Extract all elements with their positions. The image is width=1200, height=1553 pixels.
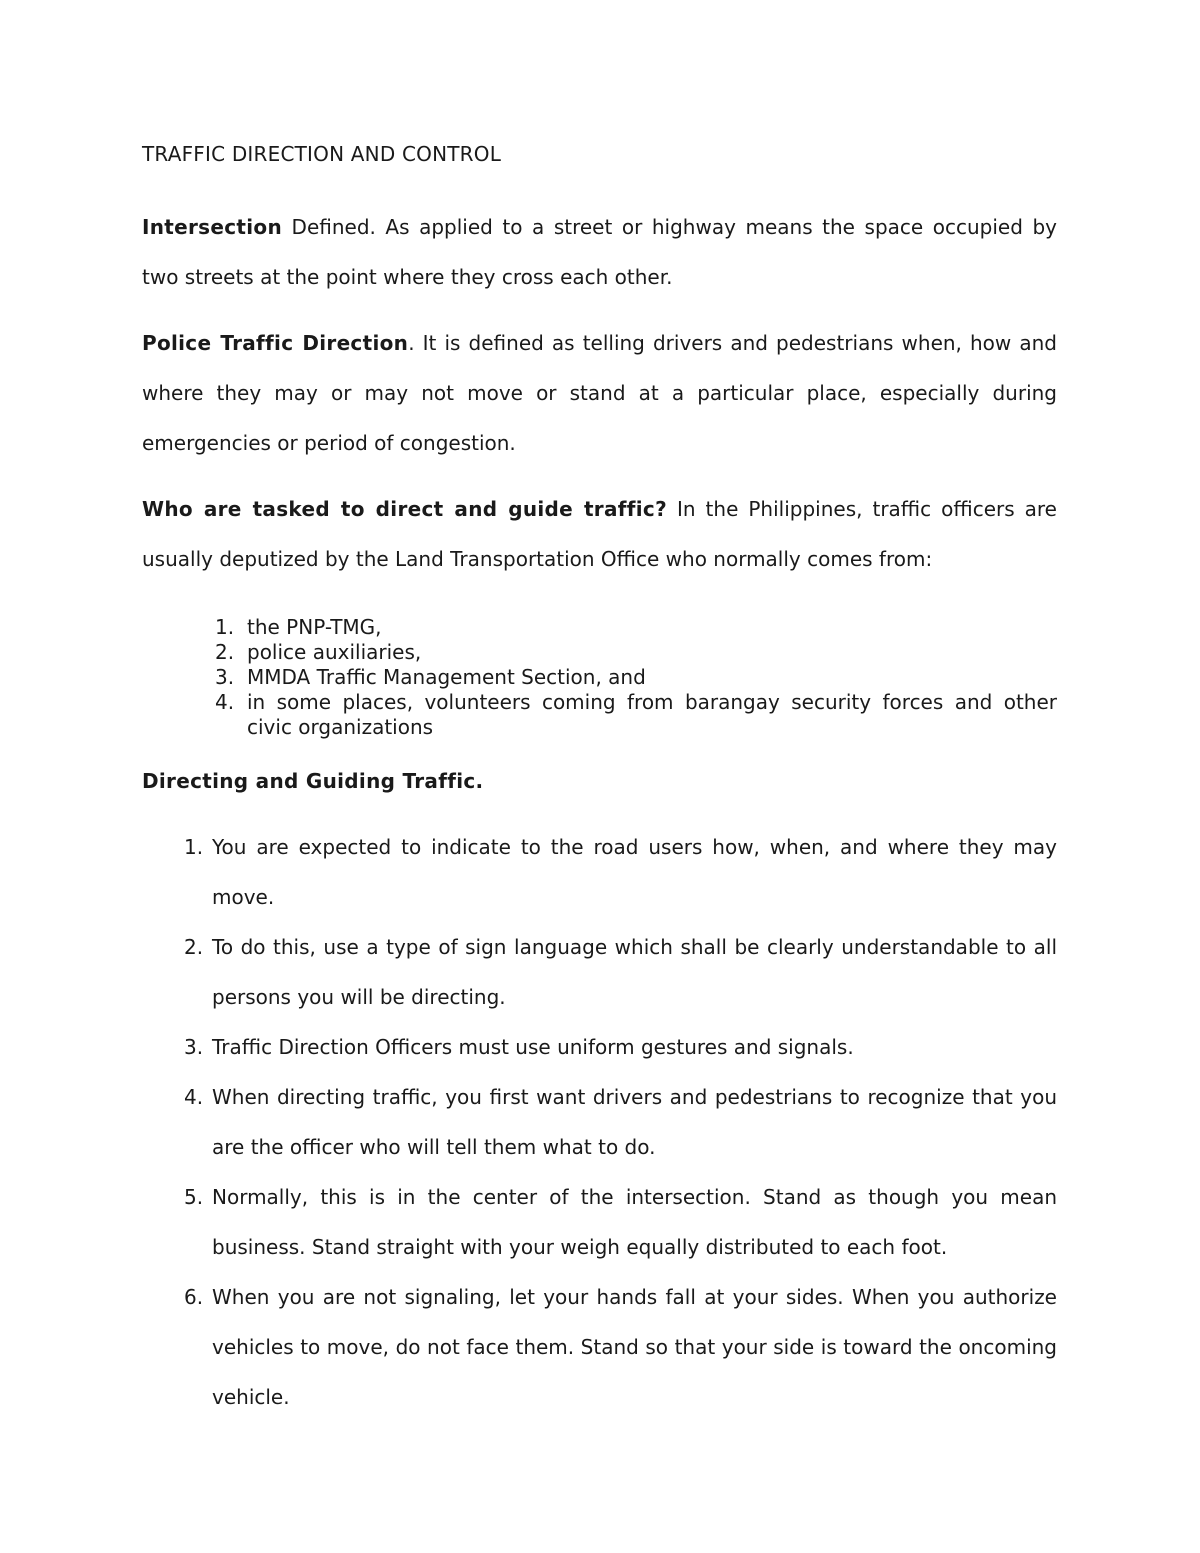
list-item <box>142 690 1057 740</box>
list-text: MMDA Traffic Management Section, and <box>247 665 646 689</box>
list-item <box>142 1072 1057 1172</box>
list-number: 1. <box>184 835 204 859</box>
list-item <box>142 640 1057 665</box>
list-number: 3. <box>215 665 235 689</box>
list-item <box>142 1172 1057 1272</box>
document-title: TRAFFIC DIRECTION AND CONTROL <box>142 142 502 166</box>
list-text: police auxiliaries, <box>247 640 422 664</box>
list-item <box>142 615 1057 640</box>
list-text: the PNP-TMG, <box>247 615 382 639</box>
list-text: Traffic Direction Officers must use uniform gestures and signals. <box>212 1035 854 1059</box>
list-text: When you are not signaling, let your hands fall at your sides. When you authorize vehicles to move, do not face them. Stand so that your side is toward the oncoming vehicle. <box>212 1285 1057 1409</box>
list-item <box>142 922 1057 1022</box>
list-item <box>142 822 1057 922</box>
list-text: To do this, use a type of sign language which shall be clearly understandable to all persons you will be directing. <box>212 935 1057 1009</box>
who-tasked-term: Who are tasked to direct and guide traffic? <box>142 497 667 521</box>
directing-list <box>142 822 1057 1422</box>
list-number: 4. <box>215 690 235 714</box>
list-text: When directing traffic, you first want drivers and pedestrians to recognize that you are the officer who will tell them what to do. <box>212 1085 1057 1159</box>
list-number: 6. <box>184 1285 204 1309</box>
sources-list <box>142 615 1057 740</box>
list-text: Normally, this is in the center of the intersection. Stand as though you mean business. Stand straight with your weigh equally distributed to each foot. <box>212 1185 1057 1259</box>
list-item <box>142 665 1057 690</box>
list-number: 5. <box>184 1185 204 1209</box>
list-number: 3. <box>184 1035 204 1059</box>
list-number: 2. <box>184 935 204 959</box>
list-number: 1. <box>215 615 235 639</box>
who-tasked-text: In the Philippines, traffic officers are usually deputized by the Land Transportation Office who normally comes from: <box>142 497 1057 571</box>
list-text: in some places, volunteers coming from barangay security forces and other civic organizations <box>247 690 1057 739</box>
document-page <box>142 138 1057 1422</box>
list-text: You are expected to indicate to the road users how, when, and where they may move. <box>212 835 1057 909</box>
intersection-paragraph <box>142 202 1057 302</box>
list-number: 2. <box>215 640 235 664</box>
list-item <box>142 1272 1057 1422</box>
intersection-text: Defined. As applied to a street or highway means the space occupied by two streets at the point where they cross each other. <box>142 215 1057 289</box>
police-direction-paragraph <box>142 318 1057 468</box>
intersection-term: Intersection <box>142 215 282 239</box>
list-number: 4. <box>184 1085 204 1109</box>
who-tasked-paragraph <box>142 484 1057 584</box>
police-direction-text: . It is defined as telling drivers and pedestrians when, how and where they may or may not move or stand at a particular place, especially during emergencies or period of congestion. <box>142 331 1057 455</box>
police-direction-term: Police Traffic Direction <box>142 331 409 355</box>
list-item <box>142 1022 1057 1072</box>
directing-heading: Directing and Guiding Traffic. <box>142 769 484 793</box>
